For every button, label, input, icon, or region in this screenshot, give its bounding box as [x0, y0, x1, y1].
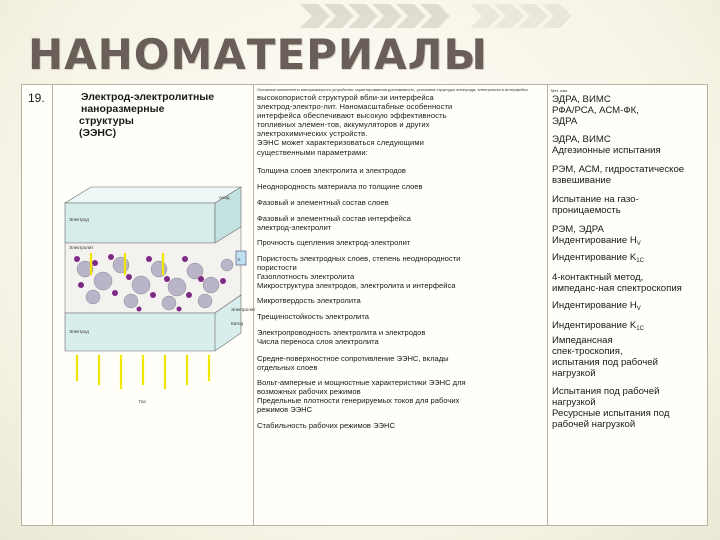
- method-line: ЭДРА, ВИМС: [552, 134, 611, 145]
- method-line: Испытания под рабочей: [552, 386, 660, 397]
- intro-line: существенными параметрами:: [257, 147, 368, 157]
- parameter-line: Микротвердость электролита: [257, 296, 361, 305]
- structure-cell: [53, 85, 254, 526]
- method-line: испытания под рабочей: [552, 357, 658, 368]
- structure-name-line: (ЭЭНС): [79, 127, 117, 139]
- parameter-item: [257, 198, 543, 207]
- method-item: [552, 320, 705, 379]
- method-line: 4-контактный метод,: [552, 272, 644, 283]
- page-title: НАНОМАТЕРИАЛЫ: [28, 30, 488, 79]
- parameter-line: Трещиностойкость электролита: [257, 312, 370, 321]
- parameter-item: [257, 328, 543, 346]
- method-line: Адгезионные испытания: [552, 145, 661, 156]
- method-item: [552, 300, 705, 315]
- method-line: Ресурсные испытания под: [552, 408, 670, 419]
- method-line: ЭДРА: [552, 116, 578, 127]
- method-line: Индентирование $K_{1C}$: [552, 320, 644, 332]
- parameter-item: [257, 312, 543, 321]
- method-item: [552, 252, 705, 267]
- parameter-line: Микроструктура электродов, электролита и интерфейса: [257, 281, 456, 291]
- method-item: [552, 94, 705, 127]
- method-item: [552, 194, 705, 216]
- structure-name-line: Электрод-электролитные: [81, 91, 215, 103]
- method-line: взвешивание: [552, 175, 612, 186]
- parameter-line: отдельных слоев: [257, 363, 318, 373]
- methods-cell: [548, 85, 708, 526]
- parameter-line: Средне-поверхностное сопротивление ЭЭНС, вклады: [257, 354, 449, 363]
- parameter-line: Стабильность рабочих режимов ЭЭНС: [257, 421, 395, 430]
- parameter-item: [257, 354, 543, 372]
- parameter-line: Фазовый и элементный состав слоев: [257, 198, 389, 207]
- method-item: [552, 386, 705, 430]
- diagram-label: Катод: [231, 321, 244, 326]
- method-item: [552, 164, 705, 186]
- method-line: РЭМ, АСМ, гидростатическое: [552, 164, 685, 175]
- parameter-line: Газоплотность электролита: [257, 272, 355, 282]
- method-line: Индентирование $H_V$: [552, 300, 641, 312]
- parameter-line: Предельные плотности генерируемых токов для рабочих: [257, 396, 460, 406]
- method-line: спек-троскопия,: [552, 346, 623, 357]
- parameter-line: Пористость электродных слоев, степень неоднородности: [257, 254, 461, 263]
- method-line: РФА/РСА, АСМ-ФК,: [552, 105, 639, 116]
- parameter-item: [257, 214, 543, 232]
- method-line: нагрузкой: [552, 397, 596, 408]
- method-line: проницаемость: [552, 205, 621, 216]
- structure-name-line: наноразмерные: [81, 103, 165, 115]
- diagram-label: Электролит: [231, 307, 256, 312]
- method-line: Испытание на газо-: [552, 194, 639, 205]
- intro-line: топливных элемен-тов, аккумуляторов и других: [257, 120, 430, 130]
- parameters-intro: [254, 92, 547, 157]
- subscript: V: [636, 241, 641, 247]
- parameter-line: Вольт-амперные и мощностные характеристики ЭЭНС для: [257, 378, 466, 387]
- parameter-item: [257, 296, 543, 305]
- parameter-line: электрод-электролит: [257, 223, 332, 233]
- parameter-line: Прочность сцепления электрод-электролит: [257, 238, 411, 247]
- parameter-line: возможных рабочих режимов: [257, 387, 361, 397]
- row-number-cell: [22, 85, 53, 526]
- method-item: [552, 272, 705, 294]
- diagram-label: Анод: [219, 195, 230, 200]
- method-line: [552, 235, 705, 250]
- parameters-header: Основные компоненты наноразмерного устройства: гарантированная достижимость, установка структуры электрода, электролита и интерфейса: [257, 87, 528, 92]
- data-table: [21, 84, 708, 526]
- method-text: Индентирование $H_V$: [552, 235, 641, 247]
- diagram-label: Газ: [139, 399, 146, 404]
- parameter-item: [257, 238, 543, 247]
- structure-name: [53, 85, 253, 139]
- method-line: нагрузкой: [552, 368, 596, 379]
- parameter-line: Толщина слоев электролита и электродов: [257, 166, 406, 175]
- parameter-line: Фазовый и элементный состав интерфейса: [257, 214, 411, 223]
- structure-name-line: структуры: [79, 115, 134, 127]
- parameter-line: Неоднородность материала по толщине слоев: [257, 182, 423, 191]
- method-line: рабочей нагрузкой: [552, 419, 636, 430]
- parameter-item: [257, 182, 543, 191]
- intro-line: ЭЭНС может характеризоваться следующими: [257, 138, 424, 148]
- parameters-cell: [254, 85, 548, 526]
- subscript: V: [636, 306, 641, 312]
- methods-header: Мет. изм.: [551, 88, 569, 93]
- diagram-label: Электрод: [69, 217, 89, 222]
- parameter-item: [257, 421, 543, 430]
- method-line: ЭДРА, ВИМС: [552, 94, 611, 105]
- parameter-item: [257, 254, 543, 290]
- intro-line: интерфейса обеспечивают высокую эффективность: [257, 111, 447, 121]
- intro-line: высокопористой структурой вбли-зи интерфейса: [257, 93, 434, 102]
- row-number: 19.: [28, 91, 45, 105]
- parameter-line: Электропроводность электролита и электродов: [257, 328, 426, 337]
- diagram-label: е: [238, 257, 241, 262]
- method-line: Индентирование $K_{1C}$: [552, 252, 644, 264]
- method-line: импеданс-ная спектроскопия: [552, 283, 682, 294]
- parameter-item: [257, 378, 543, 414]
- subscript: 1C: [636, 258, 644, 264]
- diagram-label: Электрод: [69, 329, 89, 334]
- subscript: 1C: [636, 326, 644, 332]
- parameter-line: режимов ЭЭНС: [257, 405, 313, 415]
- diagram-label: Электролит: [69, 245, 94, 250]
- table-row: [22, 85, 708, 526]
- parameter-line: Числа переноса слоя электролита: [257, 337, 379, 347]
- electrode-electrolyte-diagram: [55, 185, 256, 447]
- intro-line: электрод-электро-лит. Наномасштабные особенности: [257, 102, 453, 112]
- intro-line: электрохимических устройств.: [257, 129, 368, 139]
- parameter-line: пористости: [257, 263, 297, 273]
- method-line: Импедансная: [552, 335, 613, 346]
- method-item: [552, 224, 705, 250]
- method-item: [552, 134, 705, 156]
- parameter-item: [257, 166, 543, 175]
- method-line: РЭМ, ЭДРА: [552, 224, 604, 235]
